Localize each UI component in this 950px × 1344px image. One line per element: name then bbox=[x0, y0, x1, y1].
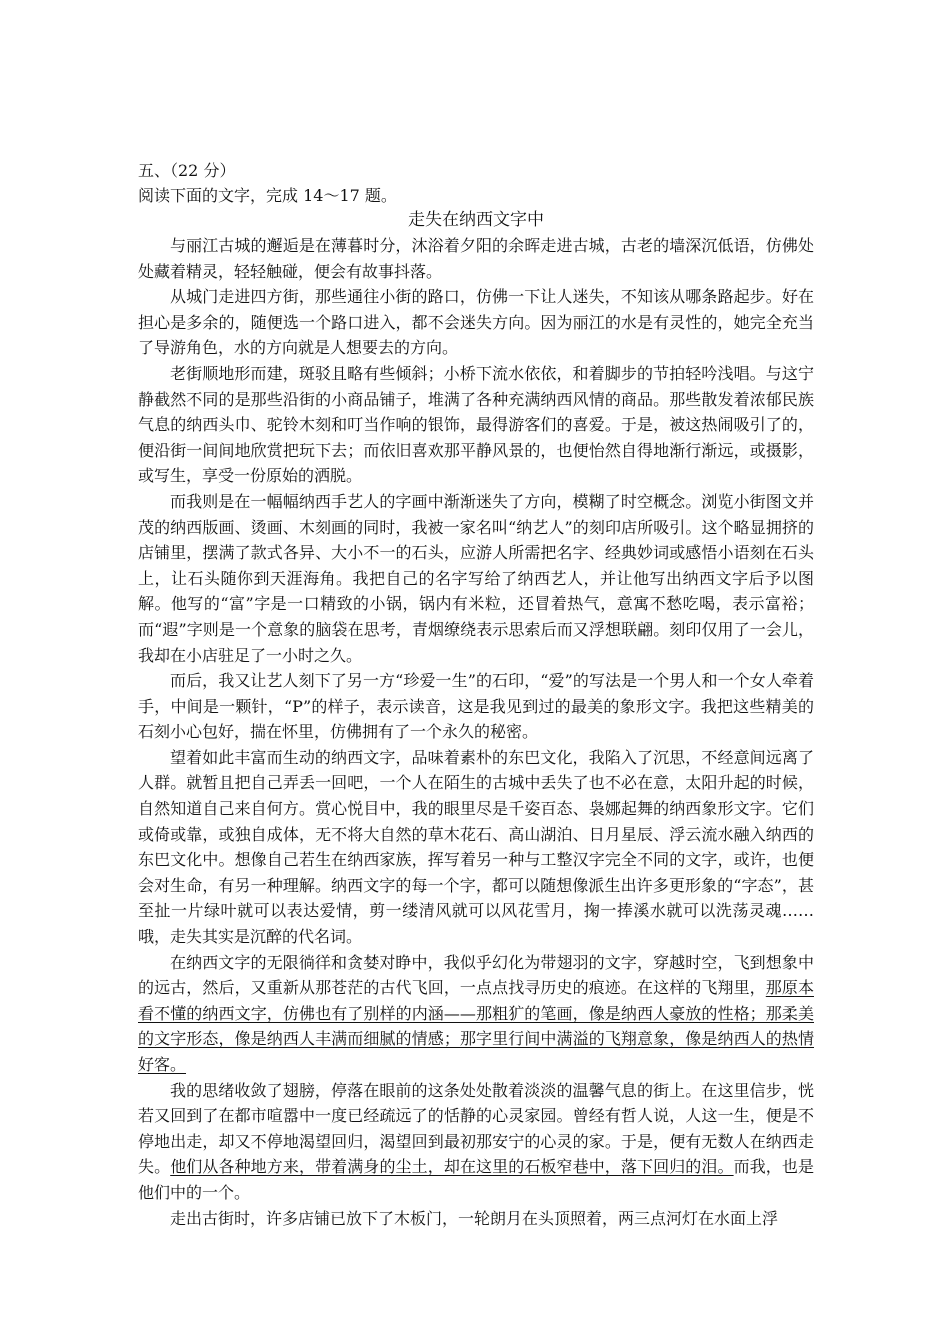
paragraph-4: 而我则是在一幅幅纳西手艺人的字画中渐渐迷失了方向，模糊了时空概念。浏览小街图文并茂的纳西版画、烫画、木刻画的同时，我被一家名叫“纳艺人”的刻印店所吸引。这个略显拥挤的店铺里，摆满了款式各异、大小不一的石头，应游人所需把名字、经典妙词或感悟小语刻在石头上，让石头随你到天涯海角。我把自己的名字写给了纳西艺人，并让他写出纳西文字后予以图解。他写的“富”字是一口精致的小锅，锅内有米粒，还冒着热气，意寓不愁吃喝，表示富裕；而“遐”字则是一个意象的脑袋在思考，青烟缭绕表示思索后而又浮想联翩。刻印仅用了一会儿，我却在小店驻足了一小时之久。 bbox=[138, 491, 814, 665]
paragraph-7-underlined-sentence: 那原本看不懂的纳西文字，仿佛也有了别样的内涵——那粗犷的笔画，像是纳西人豪放的性格；那柔美的文字形态，像是纳西人丰满而细腻的情感；那字里行间中满溢的飞翔意象，像是纳西人的热情好客。 bbox=[138, 978, 814, 1074]
article-title: 走失在纳西文字中 bbox=[408, 210, 544, 230]
paragraph-6: 望着如此丰富而生动的纳西文字，品味着素朴的东巴文化，我陷入了沉思，不经意间远离了人群。就暂且把自己弄丢一回吧，一个人在陌生的古城中丢失了也不必在意，太阳升起的时候，自然知道自己来自何方。赏心悦目中，我的眼里尽是千姿百态、袅娜起舞的纳西象形文字。它们或倚或靠，或独自成体，无不将大自然的草木花石、高山湖泊、日月星辰、浮云流水融入纳西的东巴文化中。想像自己若生在纳西家族，挥写着另一种与工整汉字完全不同的文字，或许，也便会对生命，有另一种理解。纳西文字的每一个字，都可以随想像派生出许多更形象的“字态”，甚至扯一片绿叶就可以表达爱情，剪一缕清风就可以风花雪月，掬一捧溪水就可以洗荡灵魂……哦，走失其实是沉醉的代名词。 bbox=[138, 747, 814, 947]
paragraph-8-text-b: 而我，也是他们中的一个。 bbox=[138, 1157, 814, 1202]
paragraph-3: 老街顺地形而建，斑驳且略有些倾斜；小桥下流水依依，和着脚步的节拍轻吟浅唱。与这宁静截然不同的是那些沿街的小商品铺子，堆满了各种充满纳西风情的商品。那些散发着浓郁民族气息的纳西头巾、驼铃木刻和叮当作响的银饰，最得游客们的喜爱。于是，被这热闹吸引了的，便沿街一间间地欣赏把玩下去；而依旧喜欢那平静风景的，也便怡然自得地渐行渐远，或摄影，或写生，享受一份原始的洒脱。 bbox=[138, 363, 814, 486]
section-instruction: 阅读下面的文字，完成 14～17 题。 bbox=[138, 186, 397, 205]
paragraph-9: 走出古街时，许多店铺已放下了木板门，一轮朗月在头顶照着，两三点河灯在水面上浮 bbox=[170, 1208, 779, 1228]
paragraph-5: 而后，我又让艺人刻下了另一方“珍爱一生”的石印，“爱”的写法是一个男人和一个女人牵着手，中间是一颗针，“P”的样子，表示读音，这是我见到过的最美的象形文字。我把这些精美的石刻小心包好，揣在怀里，仿佛拥有了一个永久的秘密。 bbox=[138, 671, 814, 742]
paragraph-8-underlined-sentence: 他们从各种地方来，带着满身的尘土，却在这里的石板窄巷中，落下回归的泪。 bbox=[170, 1157, 734, 1177]
section-heading: 五、（22 分） bbox=[138, 161, 236, 180]
paragraph-8 bbox=[138, 1078, 814, 1206]
paragraph-1: 与丽江古城的邂逅是在薄暮时分，沐浴着夕阳的余晖走进古城，古老的墙深沉低语，仿佛处处藏着精灵，轻轻触碰，便会有故事抖落。 bbox=[138, 236, 814, 281]
document-page bbox=[138, 158, 814, 1231]
paragraph-7-text: 在纳西文字的无限徜徉和贪婪对睁中，我似乎幻化为带翅羽的文字，穿越时空，飞到想象中的远古，然后，又重新从那苍茫的古代飞回，一点点找寻历史的痕迹。在这样的飞翔里， bbox=[138, 952, 814, 998]
paragraph-2: 从城门走进四方街，那些通往小街的路口，仿佛一下让人迷失，不知该从哪条路起步。好在担心是多余的，随便选一个路口进入，都不会迷失方向。因为丽江的水是有灵性的，她完全充当了导游角色，水的方向就是人想要去的方向。 bbox=[138, 287, 814, 358]
paragraph-8-text-a: 我的思绪收敛了翅膀，停落在眼前的这条处处散着淡淡的温馨气息的街上。在这里信步，恍若又回到了在都市喧嚣中一度已经疏远了的恬静的心灵家园。曾经有哲人说，人这一生，便是不停地出走，却又不停地渴望回归，渴望回到最初那安宁的心灵的家。于是，便有无数人在纳西走失。 bbox=[138, 1080, 814, 1177]
paragraph-7 bbox=[138, 950, 814, 1078]
